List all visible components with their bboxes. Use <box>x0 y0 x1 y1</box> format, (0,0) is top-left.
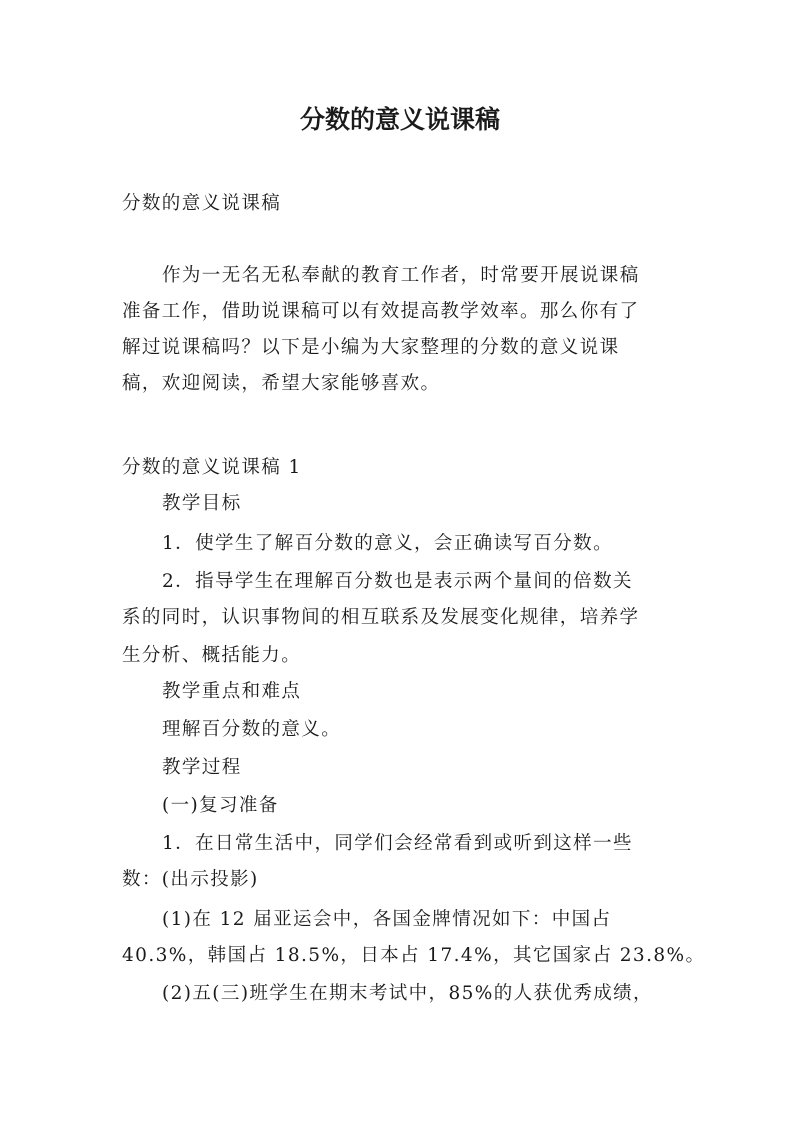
document-subtitle: 分数的意义说课稿 <box>122 193 282 214</box>
example-item: (2)五(三)班学生在期末考试中，85%的人获优秀成绩， <box>162 983 653 1004</box>
review-heading: (一)复习准备 <box>162 795 279 816</box>
intro-line: 作为一无名无私奉献的教育工作者，时常要开展说课稿 <box>162 265 640 286</box>
process-heading: 教学过程 <box>162 757 242 778</box>
key-points-heading: 教学重点和难点 <box>162 681 302 702</box>
goal-item-continued: 系的同时，认识事物间的相互联系及发展变化规律，培养学 <box>122 607 640 628</box>
example-item: (1)在 12 届亚运会中，各国金牌情况如下：中国占 <box>162 909 612 930</box>
review-item-continued: 数：(出示投影) <box>122 869 259 890</box>
teaching-goal-heading: 教学目标 <box>162 493 242 514</box>
intro-line: 稿，欢迎阅读，希望大家能够喜欢。 <box>122 373 441 394</box>
example-item-continued: 40.3%，韩国占 18.5%，日本占 17.4%，其它国家占 23.8%。 <box>122 945 706 966</box>
intro-line: 解过说课稿吗？以下是小编为大家整理的分数的意义说课 <box>122 337 620 358</box>
key-points-text: 理解百分数的意义。 <box>162 719 342 740</box>
goal-item-continued: 生分析、概括能力。 <box>122 645 302 666</box>
goal-item: 2．指导学生在理解百分数也是表示两个量间的倍数关 <box>162 571 633 592</box>
intro-line: 准备工作，借助说课稿可以有效提高教学效率。那么你有了 <box>122 301 640 322</box>
goal-item: 1．使学生了解百分数的意义，会正确读写百分数。 <box>162 533 613 554</box>
section-heading: 分数的意义说课稿 1 <box>122 457 302 478</box>
review-item: 1．在日常生活中，同学们会经常看到或听到这样一些 <box>162 833 633 854</box>
document-title: 分数的意义说课稿 <box>299 105 500 134</box>
